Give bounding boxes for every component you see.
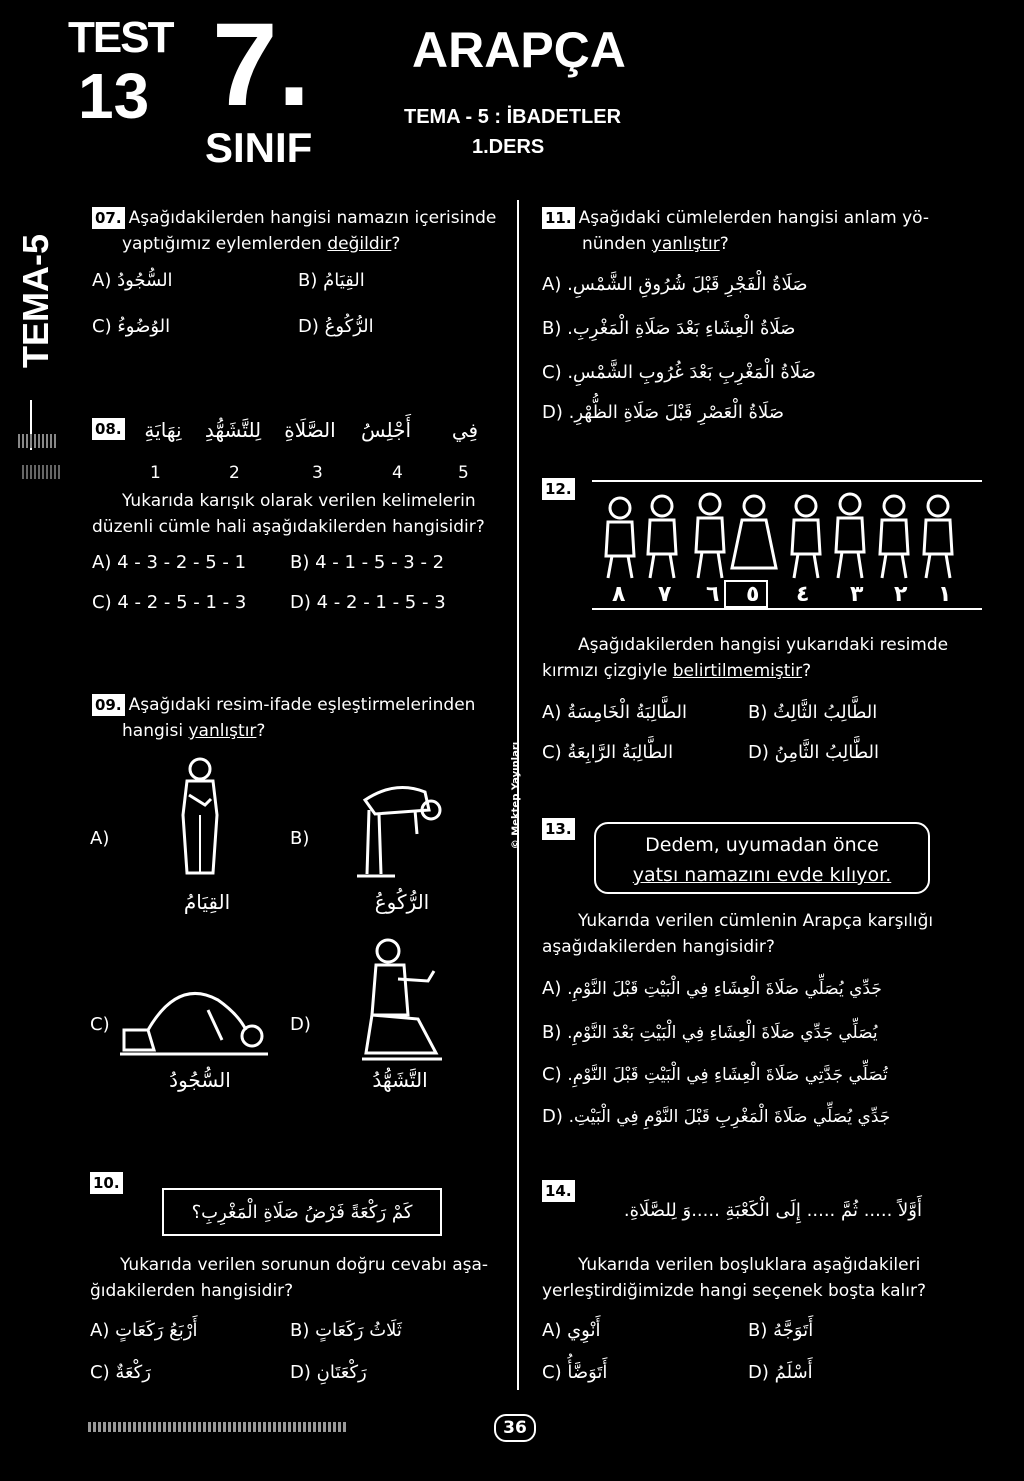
option-text: 4 - 2 - 5 - 1 - 3	[117, 592, 247, 613]
question-text: Yukarıda karışık olarak verilen kelimelerin	[122, 491, 476, 511]
q12-figure	[592, 480, 982, 610]
theme-title: TEMA - 5 : İBADETLER	[404, 106, 622, 128]
option-label: A)	[92, 270, 112, 291]
q12-num-2: ٢	[894, 582, 908, 607]
subject-title: ARAPÇA	[412, 22, 626, 78]
question-number: 12.	[542, 478, 575, 500]
q13-box-line-1: Dedem, uyumadan önce	[645, 834, 879, 856]
q10-option-a[interactable]	[90, 1318, 197, 1344]
question-text: Aşağıdakilerden hangisi namazın içerisinde	[128, 208, 497, 228]
q09-option-a-text: القِيَامُ	[183, 890, 231, 914]
q14-option-a[interactable]	[542, 1318, 600, 1344]
q13-option-c[interactable]	[542, 1062, 888, 1088]
question-number: 08.	[92, 418, 125, 440]
question-text: düzenli cümle hali aşağıdakilerden hangisidir?	[92, 517, 485, 537]
option-text: 4 - 1 - 5 - 3 - 2	[315, 552, 445, 573]
option-text: جَدِّي يُصَلِّي صَلَاةَ الْمَغْرِبِ قَبْلَ النَّوْمِ فِي الْبَيْتِ.	[568, 1107, 891, 1127]
punct: ?	[391, 234, 401, 254]
grade-number: 7.	[212, 0, 311, 131]
q14-sentence: أَوَّلاً ..... ثُمَّ ..... إِلَى الْكَعْبَةِ .....وَ لِلصَّلَاةِ.	[623, 1200, 922, 1221]
option-label: A)	[542, 978, 562, 999]
punct: ?	[802, 661, 812, 681]
question-text: ğıdakilerden hangisidir?	[90, 1281, 294, 1301]
q08-word-5: نِهَايَةِ	[144, 418, 182, 442]
emphasis: belirtilmemiştir	[672, 661, 803, 681]
q12-num-3: ٣	[850, 582, 864, 607]
option-label: B)	[748, 702, 768, 723]
q12-option-d[interactable]	[748, 740, 879, 766]
q14-question-text	[542, 1252, 1012, 1304]
q09-option-d-text: التَّشَهُّدُ	[372, 1068, 428, 1092]
question-number: 14.	[542, 1180, 575, 1202]
page-number: 36	[494, 1414, 536, 1442]
q11-option-c[interactable]	[542, 360, 816, 386]
question-text: Yukarıda verilen cümlenin Arapça karşılığı	[578, 911, 934, 931]
option-text: تُصَلِّي جَدَّتِي صَلَاةَ الْعِشَاءِ فِي الْبَيْتِ قَبْلَ النَّوْمِ.	[567, 1065, 888, 1085]
option-label: A)	[90, 1320, 110, 1341]
option-label: C)	[90, 1362, 110, 1383]
option-label: A)	[542, 1320, 562, 1341]
q11-option-d[interactable]	[542, 400, 784, 426]
option-label: D)	[748, 1362, 769, 1383]
q10-question-text	[90, 1252, 510, 1304]
side-theme-label: TEMA-5	[15, 234, 56, 368]
q08-word-2: أَجْلِسُ	[360, 418, 412, 442]
bowing-figure-icon	[355, 770, 445, 880]
option-label: C)	[542, 1362, 562, 1383]
q08-option-c[interactable]	[92, 590, 246, 616]
option-label: B)	[748, 1320, 768, 1341]
option-text: أَسْلَمُ	[774, 1362, 813, 1383]
option-text: السُّجُودُ	[117, 270, 173, 291]
question-07	[92, 205, 512, 257]
q08-word-1: فِي	[451, 418, 479, 442]
q12-num-4: ٤	[796, 582, 810, 607]
question-text: Yukarıda verilen sorunun doğru cevabı aşa-	[120, 1255, 489, 1275]
q08-number-1: 1	[150, 463, 161, 483]
question-number: 09.	[92, 694, 125, 716]
q08-option-b[interactable]	[290, 550, 444, 576]
lesson-label: 1.DERS	[472, 136, 545, 158]
option-text: الطَّالِبَةُ الرَّابِعَةُ	[567, 742, 674, 763]
q12-option-c[interactable]	[542, 740, 673, 766]
q14-option-d[interactable]	[748, 1360, 813, 1386]
option-text: أَتَوَضَّأُ	[567, 1362, 608, 1383]
question-text: nünden	[582, 234, 652, 254]
option-label: B)	[290, 1320, 310, 1341]
question-13	[542, 818, 579, 840]
q12-num-7: ٧	[658, 582, 672, 607]
q09-option-c-label[interactable]: C)	[90, 1014, 110, 1035]
option-text: أَتَوَجَّهُ	[773, 1320, 814, 1341]
q13-option-b[interactable]	[542, 1020, 878, 1046]
sitting-figure-icon	[358, 935, 448, 1065]
q08-word-4: لِلتَّشَهُّدِ	[204, 418, 262, 442]
q08-option-d[interactable]	[290, 590, 446, 616]
q10-box	[162, 1188, 442, 1236]
option-text: يُصَلِّي جَدِّي صَلَاةَ الْعِشَاءِ فِي الْبَيْتِ بَعْدَ النَّوْمِ.	[567, 1023, 878, 1043]
option-text: الطَّالِبُ الثَّامِنُ	[774, 742, 879, 763]
option-text: صَلَاةُ الْعِشَاءِ بَعْدَ صَلَاةِ الْمَغْرِبِ.	[567, 318, 796, 339]
question-text: Aşağıdaki cümlelerden hangisi anlam yö-	[578, 208, 930, 228]
question-number: 11.	[542, 207, 575, 229]
option-label: A)	[92, 552, 112, 573]
q12-num-5: ٥	[746, 582, 760, 607]
option-text: الطَّالِبَةُ الْخَامِسَةُ	[567, 702, 688, 723]
question-number: 10.	[90, 1172, 123, 1194]
question-text: kırmızı çizgiyle	[542, 661, 673, 681]
q07-option-b[interactable]	[298, 268, 365, 294]
option-text: أَنْوِي	[567, 1320, 601, 1341]
option-label: D)	[748, 742, 769, 763]
q10-option-d[interactable]	[290, 1360, 367, 1386]
q13-box-line-2: yatsı namazını evde kılıyor.	[632, 864, 892, 886]
punct: ?	[719, 234, 729, 254]
option-label: B)	[542, 1022, 562, 1043]
option-text: رَكْعَةٌ	[115, 1362, 151, 1383]
q08-option-a[interactable]	[92, 550, 246, 576]
option-label: A)	[542, 702, 562, 723]
option-label: C)	[542, 362, 562, 383]
option-text: ثَلَاثُ رَكَعَاتٍ	[315, 1320, 402, 1341]
q14-option-c[interactable]	[542, 1360, 607, 1386]
q08-word-3: الصَّلَاةِ	[284, 418, 336, 442]
option-label: A)	[542, 274, 562, 295]
question-12	[542, 478, 579, 500]
option-label: C)	[92, 316, 112, 337]
q09-option-b-label[interactable]: B)	[290, 828, 310, 849]
q11-option-a[interactable]	[542, 272, 808, 298]
q08-number-5: 5	[458, 463, 469, 483]
q10-option-c[interactable]	[90, 1360, 151, 1386]
prostrating-figure-icon	[118, 970, 273, 1060]
q13-option-a[interactable]	[542, 976, 882, 1002]
option-text: الطَّالِبُ الثَّالِثُ	[773, 702, 878, 723]
q13-box	[594, 822, 930, 894]
option-text: القِيَامُ	[323, 270, 365, 291]
option-label: D)	[298, 316, 319, 337]
q12-option-a[interactable]	[542, 700, 687, 726]
q12-num-6: ٦	[706, 582, 720, 607]
question-text: aşağıdakilerden hangisidir?	[542, 937, 775, 957]
q10-option-b[interactable]	[290, 1318, 402, 1344]
punct: ?	[256, 721, 266, 741]
option-label: D)	[542, 1106, 563, 1127]
test-label: TEST	[68, 13, 173, 62]
q07-option-d[interactable]	[298, 314, 374, 340]
option-label: C)	[92, 592, 112, 613]
question-text: yerleştirdiğimizde hangi seçenek boşta kalır?	[542, 1281, 926, 1301]
q12-option-b[interactable]	[748, 700, 877, 726]
option-text: جَدِّي يُصَلِّي صَلَاةَ الْعِشَاءِ فِي الْبَيْتِ قَبْلَ النَّوْمِ.	[567, 979, 882, 999]
q10-box-text: كَمْ رَكْعَةً فَرْضُ صَلَاةِ الْمَغْرِبِ؟	[191, 1201, 413, 1223]
q07-option-a[interactable]	[92, 268, 173, 294]
question-11	[542, 205, 1012, 257]
q09-option-a-label[interactable]: A)	[90, 828, 110, 849]
question-text: yaptığımız eylemlerden	[122, 234, 328, 254]
q08-number-3: 3	[312, 463, 323, 483]
q14-option-b[interactable]	[748, 1318, 813, 1344]
q11-option-b[interactable]	[542, 316, 795, 342]
students-row-icon	[592, 486, 982, 581]
q08-number-2: 2	[229, 463, 240, 483]
option-text: صَلَاةُ الْعَصْرِ قَبْلَ صَلَاةِ الظُّهْرِ.	[568, 402, 785, 423]
test-number: 13	[78, 60, 150, 132]
option-text: الوُضُوءُ	[117, 316, 171, 337]
option-text: أَرْبَعُ رَكَعَاتٍ	[115, 1320, 198, 1341]
question-08	[92, 418, 129, 440]
question-text: Yukarıda verilen boşluklara aşağıdakileri	[578, 1255, 921, 1275]
option-text: صَلَاةُ الْفَجْرِ قَبْلَ شُرُوقِ الشَّمْسِ.	[567, 274, 808, 295]
option-text: 4 - 3 - 2 - 5 - 1	[117, 552, 247, 573]
option-label: D)	[542, 402, 563, 423]
question-10	[90, 1172, 127, 1194]
option-text: صَلَاةُ الْمَغْرِبِ بَعْدَ غُرُوبِ الشَّمْسِ.	[567, 362, 816, 383]
publisher-credit: © Mektep Yayınları	[510, 741, 522, 850]
option-label: B)	[542, 318, 562, 339]
q08-number-4: 4	[392, 463, 403, 483]
question-text: Aşağıdaki resim-ifade eşleştirmelerinden	[128, 695, 476, 715]
option-text: 4 - 2 - 1 - 5 - 3	[316, 592, 446, 613]
question-number: 13.	[542, 818, 575, 840]
question-text: Aşağıdakilerden hangisi yukarıdaki resimde	[578, 635, 949, 655]
q09-option-b-text: الرُّكُوعُ	[374, 890, 430, 914]
q08-question-text	[92, 488, 512, 540]
emphasis: değildir	[327, 234, 392, 254]
standing-figure-icon	[165, 755, 235, 880]
side-decoration-2	[22, 465, 62, 479]
option-label: B)	[290, 552, 310, 573]
question-14	[542, 1180, 579, 1202]
q07-option-c[interactable]	[92, 314, 170, 340]
option-text: رَكْعَتَانِ	[316, 1362, 367, 1383]
option-label: D)	[290, 592, 311, 613]
q13-question-text	[542, 908, 1012, 960]
option-label: C)	[542, 1064, 562, 1085]
option-label: D)	[290, 1362, 311, 1383]
footer-decoration	[88, 1422, 348, 1432]
option-label: C)	[542, 742, 562, 763]
question-number: 07.	[92, 207, 125, 229]
q12-question-text	[542, 632, 1012, 684]
q12-num-1: ١	[938, 582, 952, 607]
grade-label: SINIF	[205, 124, 313, 171]
emphasis: yanlıştır	[651, 234, 720, 254]
question-09	[92, 692, 512, 744]
option-label: B)	[298, 270, 318, 291]
option-text: الرُّكُوعُ	[324, 316, 374, 337]
q12-num-8: ٨	[612, 582, 626, 607]
side-decoration-1	[18, 434, 56, 448]
emphasis: yanlıştır	[188, 721, 257, 741]
q09-option-c-text: السُّجُودُ	[169, 1068, 231, 1092]
q09-option-d-label[interactable]: D)	[290, 1014, 311, 1035]
q13-option-d[interactable]	[542, 1104, 890, 1130]
question-text: hangisi	[122, 721, 189, 741]
